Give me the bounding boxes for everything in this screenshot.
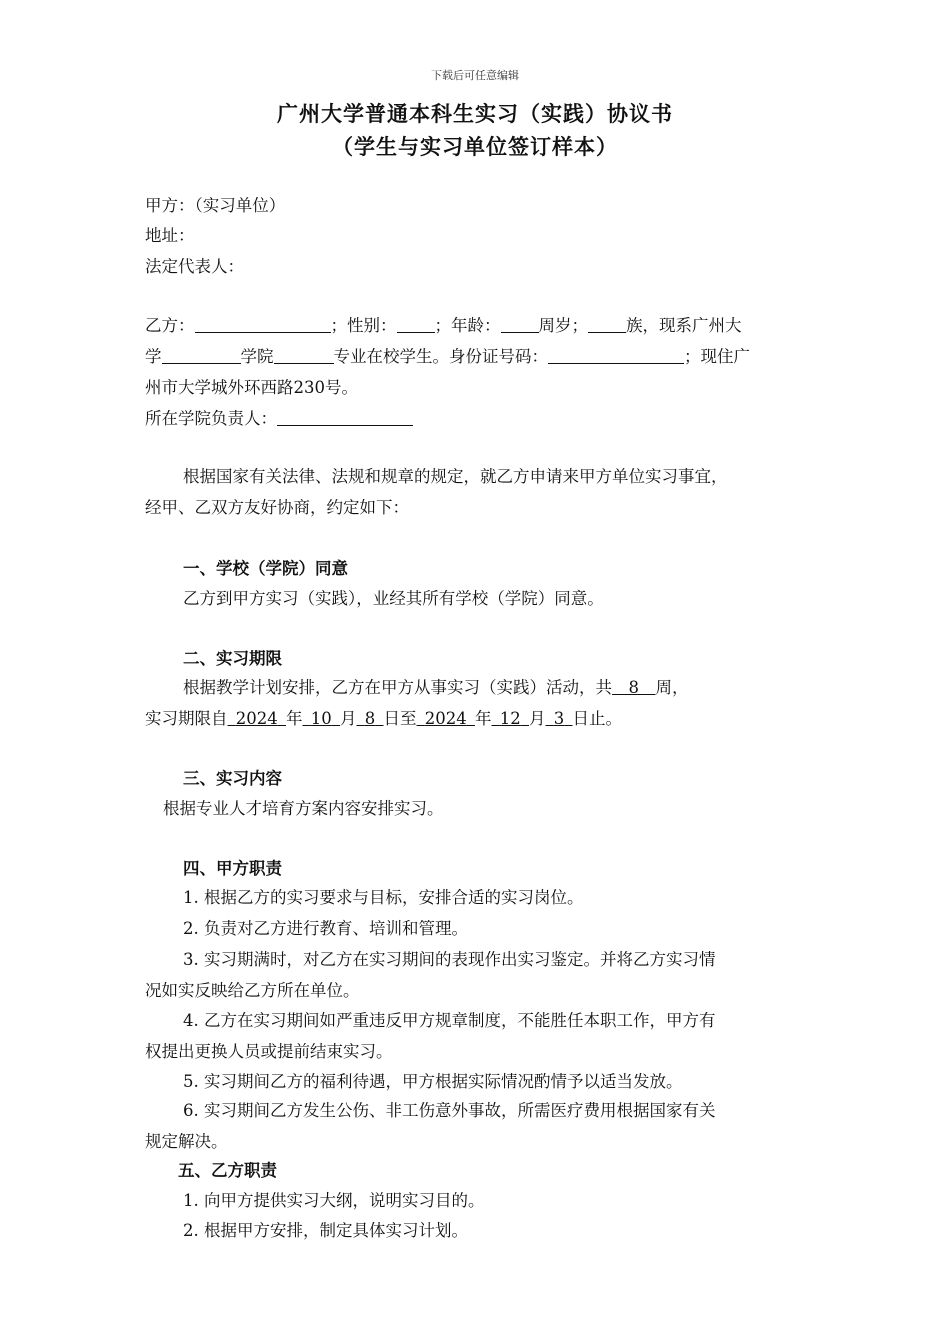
- section-4-item-1: 1. 根据乙方的实习要求与目标，安排合适的实习岗位。: [183, 888, 584, 907]
- intro-line-2: 经甲、乙双方友好协商，约定如下：: [145, 498, 409, 517]
- year-unit-2: 年: [475, 709, 492, 728]
- name-blank: [195, 316, 331, 333]
- section-3-text: 根据专业人才培育方案内容安排实习。: [163, 799, 444, 818]
- section-4-item-4b: 权提出更换人员或提前结束实习。: [145, 1042, 393, 1061]
- age-label: ；年龄：: [434, 316, 501, 335]
- section-4-item-3b: 况如实反映给乙方所在单位。: [145, 981, 360, 1000]
- section-4-heading: 四、甲方职责: [183, 859, 282, 878]
- section-4-item-6b: 规定解决。: [145, 1132, 228, 1151]
- start-year: [228, 709, 287, 728]
- section-4-item-5: 5. 实习期间乙方的福利待遇，甲方根据实际情况酌情予以适当发放。: [183, 1072, 683, 1091]
- end-day: [546, 709, 573, 728]
- section-4-item-6a: 6. 实习期间乙方发生公伤、非工伤意外事故，所需医疗费用根据国家有关: [183, 1101, 716, 1120]
- college-head-label: 所在学院负责人：: [145, 409, 277, 428]
- college-head-blank: [277, 409, 413, 426]
- section-5-item-1: 1. 向甲方提供实习大纲，说明实习目的。: [183, 1191, 485, 1210]
- section-5-item-2: 2. 根据甲方安排，制定具体实习计划。: [183, 1221, 468, 1240]
- month-unit-1: 月: [340, 709, 357, 728]
- year-unit-1: 年: [286, 709, 303, 728]
- party-a-line: 甲方：（实习单位）: [145, 196, 286, 215]
- section-1-heading: 一、学校（学院）同意: [183, 559, 348, 578]
- header-note: 下载后可任意编辑: [431, 69, 519, 82]
- id-number-blank: [548, 347, 684, 364]
- start-year-value: 2024: [235, 709, 278, 728]
- document-title: 广州大学普通本科生实习（实践）协议书: [277, 101, 673, 126]
- end-month-value: 12: [499, 709, 521, 728]
- start-day: [357, 709, 384, 728]
- section-4-item-3a: 3. 实习期满时，对乙方在实习期间的表现作出实习鉴定。并将乙方实习情: [183, 950, 716, 969]
- day-unit-2: 日止。: [572, 709, 622, 728]
- end-year: [417, 709, 476, 728]
- period-label: 实习期限自: [145, 709, 228, 728]
- section-4-item-2: 2. 负责对乙方进行教育、培训和管理。: [183, 919, 468, 938]
- end-month: [492, 709, 530, 728]
- weeks-number: 8: [628, 678, 639, 697]
- party-b-label: 乙方：: [145, 316, 195, 335]
- gender-label: ；性别：: [330, 316, 397, 335]
- ethnic-label: 族，现系广州大: [626, 316, 742, 335]
- college-label: 学院: [240, 347, 274, 366]
- age-unit: 周岁；: [538, 316, 588, 335]
- college-blank: [162, 347, 241, 364]
- intro-line-1: 根据国家有关法律、法规和规章的规定，就乙方申请来甲方单位实习事宜，: [183, 467, 728, 486]
- section-2-line-1: [183, 677, 689, 699]
- section-4-item-4a: 4. 乙方在实习期间如严重违反甲方规章制度，不能胜任本职工作，甲方有: [183, 1011, 716, 1030]
- section-2-line-2: [145, 708, 622, 730]
- end-year-value: 2024: [424, 709, 467, 728]
- section-2-text: 根据教学计划安排，乙方在甲方从事实习（实践）活动，共: [183, 678, 612, 697]
- day-unit-1: 日至: [383, 709, 417, 728]
- weeks-value: [612, 678, 656, 697]
- party-a-legal-rep: 法定代表人：: [145, 257, 244, 276]
- weeks-unit: 周，: [655, 678, 689, 697]
- college-head-line: [145, 408, 413, 430]
- party-b-residence: 州市大学城外环西路230号。: [145, 378, 358, 397]
- age-blank: [501, 316, 539, 333]
- party-b-line-2: [145, 346, 750, 368]
- document-subtitle: （学生与实习单位签订样本）: [332, 134, 618, 159]
- month-unit-2: 月: [529, 709, 546, 728]
- section-2-heading: 二、实习期限: [183, 649, 282, 668]
- party-b-line-1: [145, 315, 742, 337]
- major-blank: [274, 347, 334, 364]
- end-day-value: 3: [553, 709, 565, 728]
- residence-prefix: ；现住广: [684, 347, 750, 366]
- start-month: [303, 709, 341, 728]
- party-a-address: 地址：: [145, 226, 195, 245]
- section-3-heading: 三、实习内容: [183, 769, 282, 788]
- section-5-heading: 五、乙方职责: [178, 1161, 277, 1180]
- section-1-text: 乙方到甲方实习（实践），业经其所有学校（学院）同意。: [183, 589, 604, 608]
- gender-blank: [397, 316, 435, 333]
- start-month-value: 10: [310, 709, 332, 728]
- school-prefix: 学: [145, 347, 162, 366]
- major-label: 专业在校学生。身份证号码：: [333, 347, 548, 366]
- start-day-value: 8: [364, 709, 376, 728]
- ethnic-blank: [588, 316, 626, 333]
